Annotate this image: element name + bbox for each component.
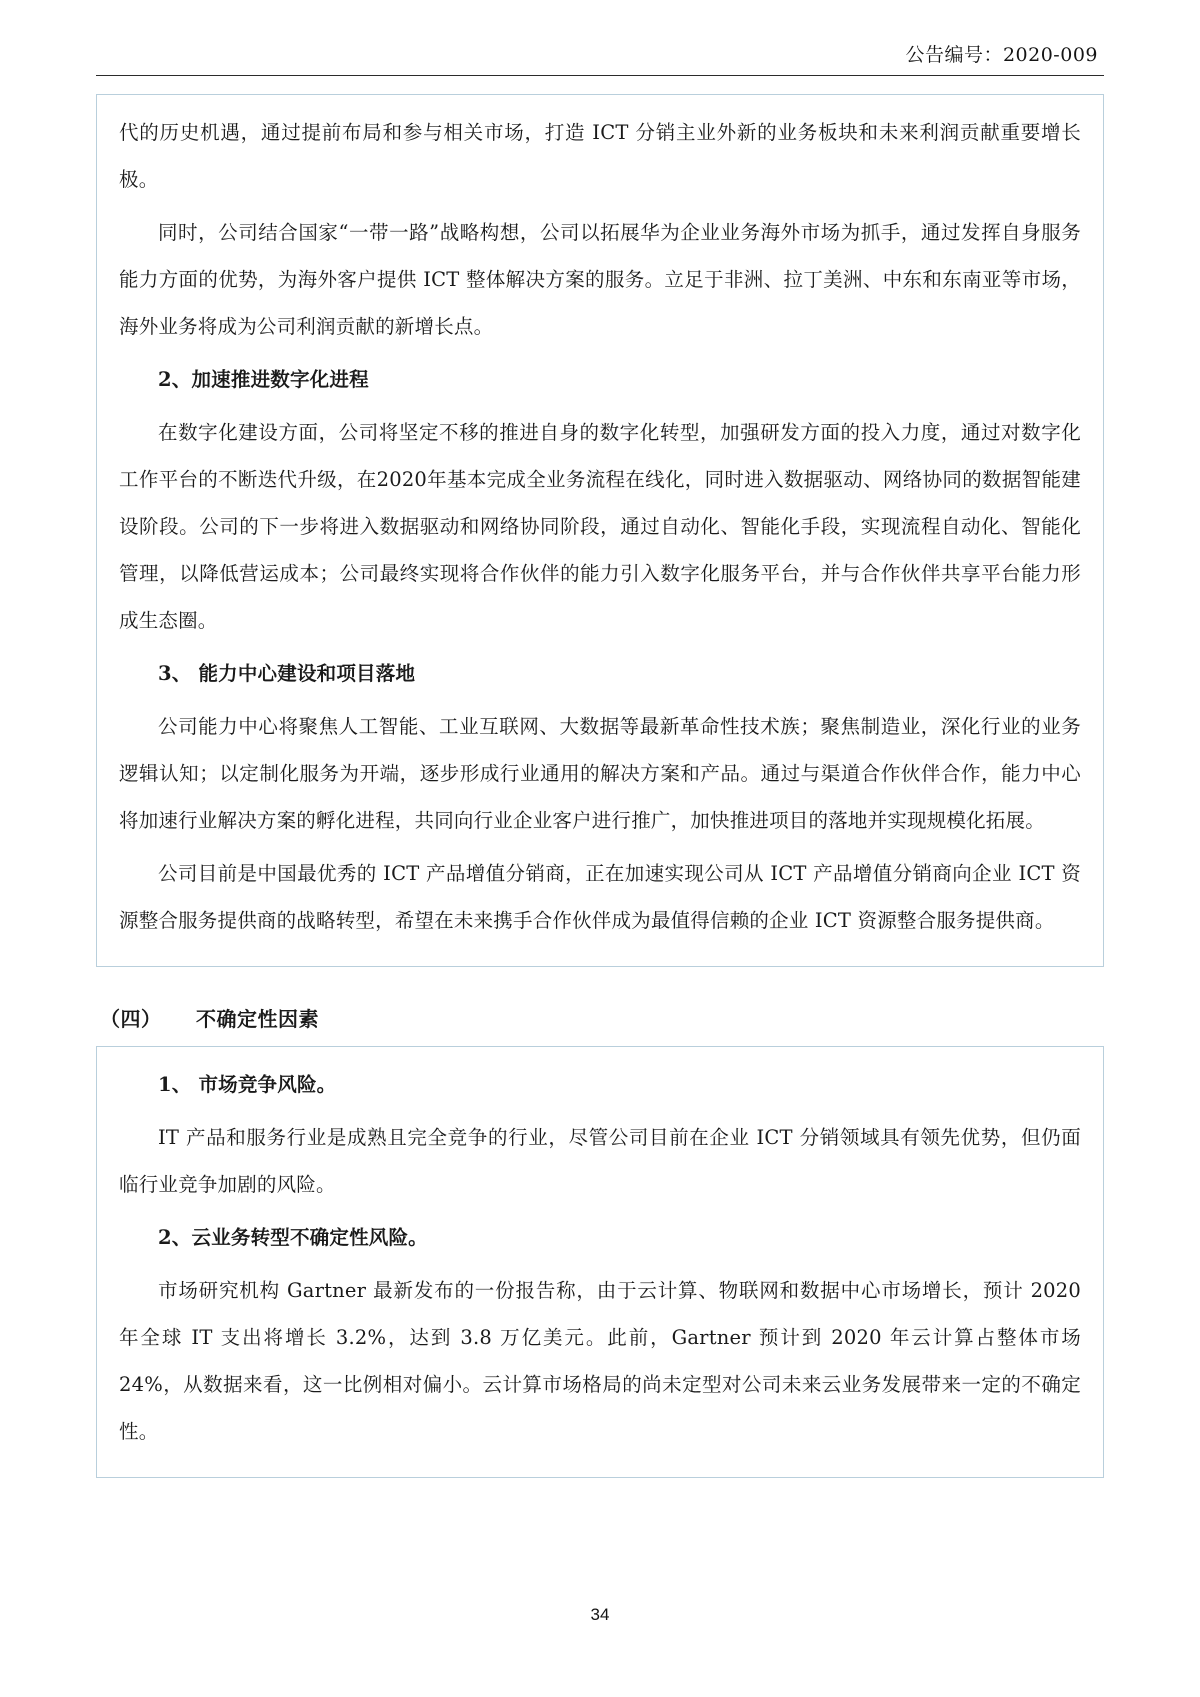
header-rule <box>96 75 1104 76</box>
subsection-heading: 3、 能力中心建设和项目落地 <box>158 662 416 685</box>
page-number: 34 <box>590 1605 610 1624</box>
section-heading <box>100 1003 1104 1032</box>
paragraph: 市场研究机构 Gartner 最新发布的一份报告称，由于云计算、物联网和数据中心市场增长，预计 2020 年全球 IT 支出将增长 3.2%，达到 3.8 万亿美元。此前，Gartner 预计到 2020 年云计算占整体市场 24%，从数据来看，这一比例相对偏小。云计算市场格局的尚未定型对公司未来云业务发展带来一定的不确定性。 <box>119 1279 1081 1443</box>
paragraph: IT 产品和服务行业是成熟且完全竞争的行业，尽管公司目前在企业 ICT 分销领域具有领先优势，但仍面临行业竞争加剧的风险。 <box>119 1126 1081 1196</box>
section-number: （四） <box>100 1007 162 1031</box>
paragraph: 同时，公司结合国家“一带一路”战略构想，公司以拓展华为企业业务海外市场为抓手，通过发挥自身服务能力方面的优势，为海外客户提供 ICT 整体解决方案的服务。立足于非洲、拉丁美洲、中东和东南亚等市场，海外业务将成为公司利润贡献的新增长点。 <box>119 221 1081 338</box>
paragraph: 代的历史机遇，通过提前布局和参与相关市场，打造 ICT 分销主业外新的业务板块和未来利润贡献重要增长极。 <box>119 121 1081 191</box>
paragraph: 公司目前是中国最优秀的 ICT 产品增值分销商，正在加速实现公司从 ICT 产品增值分销商向企业 ICT 资源整合服务提供商的战略转型，希望在未来携手合作伙伴成为最值得信赖的企业 ICT 资源整合服务提供商。 <box>119 862 1081 932</box>
paragraph: 在数字化建设方面，公司将坚定不移的推进自身的数字化转型，加强研发方面的投入力度，通过对数字化工作平台的不断迭代升级，在2020年基本完成全业务流程在线化，同时进入数据驱动、网络协同的数据智能建设阶段。公司的下一步将进入数据驱动和网络协同阶段，通过自动化、智能化手段，实现流程自动化、智能化管理，以降低营运成本；公司最终实现将合作伙伴的能力引入数字化服务平台，并与合作伙伴共享平台能力形成生态圈。 <box>119 421 1081 632</box>
subsection-heading: 2、加速推进数字化进程 <box>158 368 369 391</box>
section-title-text: 不确定性因素 <box>196 1007 319 1031</box>
subsection-heading: 2、云业务转型不确定性风险。 <box>158 1226 428 1249</box>
paragraph: 公司能力中心将聚焦人工智能、工业互联网、大数据等最新革命性技术族；聚焦制造业，深化行业的业务逻辑认知；以定制化服务为开端，逐步形成行业通用的解决方案和产品。通过与渠道合作伙伴合作，能力中心将加速行业解决方案的孵化进程，共同向行业企业客户进行推广，加快推进项目的落地并实现规模化拓展。 <box>119 715 1081 832</box>
content-block-main <box>96 94 1104 967</box>
page-sheet <box>96 40 1104 1660</box>
page-header: 公告编号：2020-009 <box>905 44 1098 66</box>
subsection-heading: 1、 市场竞争风险。 <box>158 1073 337 1096</box>
content-block-risk <box>96 1046 1104 1478</box>
